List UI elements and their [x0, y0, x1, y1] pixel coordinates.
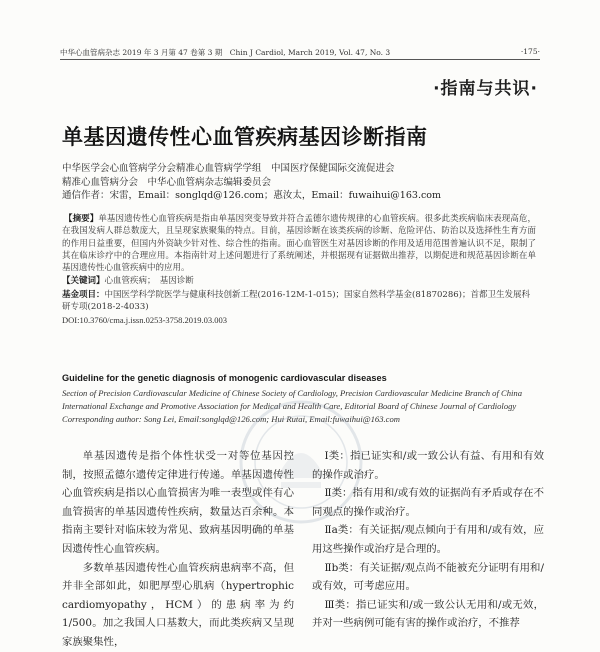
recommendation-class-2: Ⅱ类：指有用和/或有效的证据尚有矛盾或存在不同观点的操作或治疗。 — [312, 487, 544, 518]
section-tag: ·指南与共识· — [433, 79, 538, 99]
correspondence-line: 通信作者：宋雷，Email：songlqd@126.com；惠汝太，Email：fuwaihui@163.com — [62, 190, 442, 201]
english-abstract — [62, 372, 542, 425]
keywords-text: 心血管疾病； 基因诊断 — [104, 276, 194, 287]
recommendation-class-2a: Ⅱa类：有关证据/观点倾向于有用和/或有效，应用这些操作或治疗是合理的。 — [312, 524, 544, 555]
recommendation-class-3: Ⅲ类：指已证实和/或一致公认无用和/或无效，并对一些病例可能有害的操作或治疗，不推荐 — [312, 598, 544, 630]
doi: DOI:10.3760/cma.j.issn.0253-3758.2019.03.003 — [62, 315, 228, 326]
funding — [62, 289, 536, 314]
abstract-label: 【摘要】 — [64, 214, 99, 224]
body-paragraph: 单基因遗传是指个体性状受一对等位基因控制，按照孟德尔遗传定律进行传递。单基因遗传性心血管疾病是指以心血管损害为唯一表型或伴有心血管损害的单基因遗传性疾病，数量达百余种。本指南主要针对临床较为常见、致病基因明确的单基因遗传性心血管疾病。 — [62, 450, 294, 555]
page-number: ·175· — [520, 47, 540, 56]
authors-line-2: 精准心血管病分会 中华心血管病杂志编辑委员会 — [62, 176, 272, 188]
recommendation-class-1: Ⅰ类：指已证实和/或一致公认有益、有用和有效的操作或治疗。 — [312, 450, 544, 481]
body-column-right — [312, 447, 544, 633]
abstract-block — [62, 213, 536, 327]
funding-text: 中国医学科学院医学与健康科技创新工程(2016-12M-1-015)；国家自然科学基金(81870286)；首都卫生发展科研专项(2018-2-4033) — [62, 289, 530, 313]
body-column-left — [62, 447, 294, 652]
abstract — [62, 213, 536, 274]
authors-block — [62, 162, 532, 203]
header-rule — [60, 59, 540, 60]
english-title: Guideline for the genetic diagnosis of monogenic cardiovascular diseases — [62, 373, 387, 383]
running-head-journal: 中华心血管病杂志 2019 年 3 月第 47 卷第 3 期 Chin J Cardiol, March 2019, Vol. 47, No. 3 — [60, 48, 391, 57]
english-corresponding-author: Corresponding author: Song Lei, Email:songlqd@126.com; Hui Rutai, Email:fuwaihui@163.com — [62, 413, 400, 424]
authors-line-1: 中华医学会心血管病学分会精准心血管病学学组 中国医疗保健国际交流促进会 — [62, 163, 395, 174]
english-affiliation: Section of Precision Cardiovascular Medicine of Chinese Society of Cardiology, Precision Cardiovascular Medicine Branch of China International Exchange and Promotive Association for Medical and Health Care, Editorial Board of Chinese Journal of Cardiology — [62, 388, 523, 411]
recommendation-class-2b: Ⅱb类：有关证据/观点尚不能被充分证明有用和/或有效，可考虑应用。 — [312, 561, 544, 593]
keywords — [62, 275, 536, 287]
funding-label: 基金项目： — [62, 289, 105, 300]
abstract-text: 单基因遗传性心血管疾病是指由单基因突变导致并符合孟德尔遗传规律的心血管疾病。很多此类疾病临床表现高危，在我国发病人群总数庞大，且呈现家族聚集的特点。目前，基因诊断在该类疾病的诊断、危险评估、防治以及选择性生育方面的作用日益重要，但国内外资缺少针对性、综合性的指南。面心血管医生对基因诊断的作用及适用范围普遍认识不足，限制了其在临床诊疗中的合理应用。本指南针对上述问题进行了系统阐述，并根据现有证据做出推荐，以期促进和规范基因诊断在单基因遗传性心血管疾病中的应用。 — [62, 214, 536, 274]
keywords-label: 【关键词】 — [62, 276, 105, 287]
article-title: 单基因遗传性心血管疾病基因诊断指南 — [62, 125, 428, 149]
body-paragraph: 多数单基因遗传性心血管疾病患病率不高，但并非全部如此，如肥厚型心肌病（hypertrophic cardiomyopathy，HCM）的患病率为约 1/500。加之我国人口基数大，而此类疾病又呈现家族聚集性， — [62, 561, 294, 648]
